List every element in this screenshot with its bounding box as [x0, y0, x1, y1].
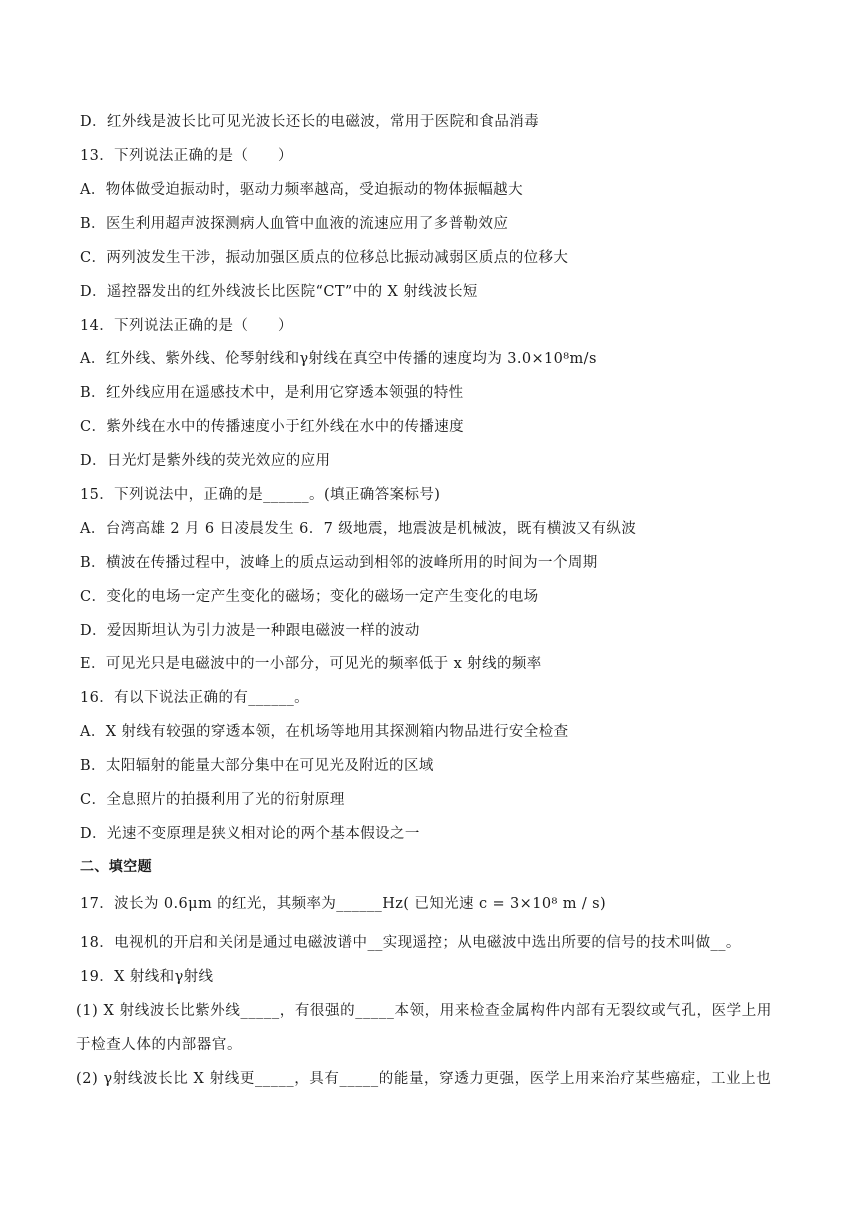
- q16-option-b: B．太阳辐射的能量大部分集中在可见光及附近的区域: [80, 758, 434, 774]
- q16-stem: 16．有以下说法正确的有______。: [80, 690, 310, 706]
- q13-option-a: A．物体做受迫振动时，驱动力频率越高，受迫振动的物体振幅越大: [80, 182, 523, 198]
- q15-option-d: D．爱因斯坦认为引力波是一种跟电磁波一样的波动: [80, 623, 420, 639]
- q13-option-c: C．两列波发生干涉，振动加强区质点的位移总比振动减弱区质点的位移大: [80, 250, 569, 266]
- q16-option-c: C．全息照片的拍摄利用了光的衍射原理: [80, 792, 345, 808]
- q13-stem: 13．下列说法正确的是（ ）: [80, 148, 293, 164]
- q14-option-c: C．紫外线在水中的传播速度小于红外线在水中的传播速度: [80, 419, 464, 435]
- q12-option-d: D．红外线是波长比可见光波长还长的电磁波，常用于医院和食品消毒: [80, 114, 540, 130]
- q17: 17．波长为 0.6μm 的红光，其频率为______Hz( 已知光速 c = 3×10⁸ m / s): [80, 896, 607, 912]
- q19-part-1: (1) X 射线波长比紫外线_____，有很强的_____本领，用来检查金属构件内部有无裂纹或气孔，医学上用于检查人体的内部器官。: [76, 1003, 772, 1053]
- q16-option-d: D．光速不变原理是狭义相对论的两个基本假设之一: [80, 826, 420, 842]
- q19-part-2: (2) γ射线波长比 X 射线更_____，具有_____的能量，穿透力更强，医学上用来治疗某些癌症，工业上也: [76, 1071, 772, 1087]
- q18: 18．电视机的开启和关闭是通过电磁波谱中__实现遥控；从电磁波中选出所要的信号的技术叫做__。: [80, 935, 741, 951]
- q14-option-b: B．红外线应用在遥感技术中，是利用它穿透本领强的特性: [80, 385, 464, 401]
- q15-option-a: A．台湾高雄 2 月 6 日凌晨发生 6．7 级地震，地震波是机械波，既有横波又有纵波: [80, 521, 637, 537]
- q15-option-c: C．变化的电场一定产生变化的磁场；变化的磁场一定产生变化的电场: [80, 589, 539, 605]
- q13-option-b: B．医生利用超声波探测病人血管中血液的流速应用了多普勒效应: [80, 216, 509, 232]
- q15-option-b: B．横波在传播过程中，波峰上的质点运动到相邻的波峰所用的时间为一个周期: [80, 555, 598, 571]
- q15-option-e: E．可见光只是电磁波中的一小部分，可见光的频率低于 x 射线的频率: [80, 656, 542, 672]
- q14-option-a: A．红外线、紫外线、伦琴射线和γ射线在真空中传播的速度均为 3.0×10⁸m/s: [80, 351, 597, 367]
- q14-option-d: D．日光灯是紫外线的荧光效应的应用: [80, 453, 331, 469]
- q15-stem: 15．下列说法中，正确的是______。(填正确答案标号): [80, 487, 441, 503]
- q14-stem: 14．下列说法正确的是（ ）: [80, 318, 293, 334]
- section-heading: 二、填空题: [80, 859, 152, 875]
- q13-option-d: D．遥控器发出的红外线波长比医院“CT”中的 X 射线波长短: [80, 284, 478, 300]
- q19-stem: 19．X 射线和γ射线: [80, 969, 214, 985]
- q16-option-a: A．X 射线有较强的穿透本领，在机场等地用其探测箱内物品进行安全检查: [80, 724, 569, 740]
